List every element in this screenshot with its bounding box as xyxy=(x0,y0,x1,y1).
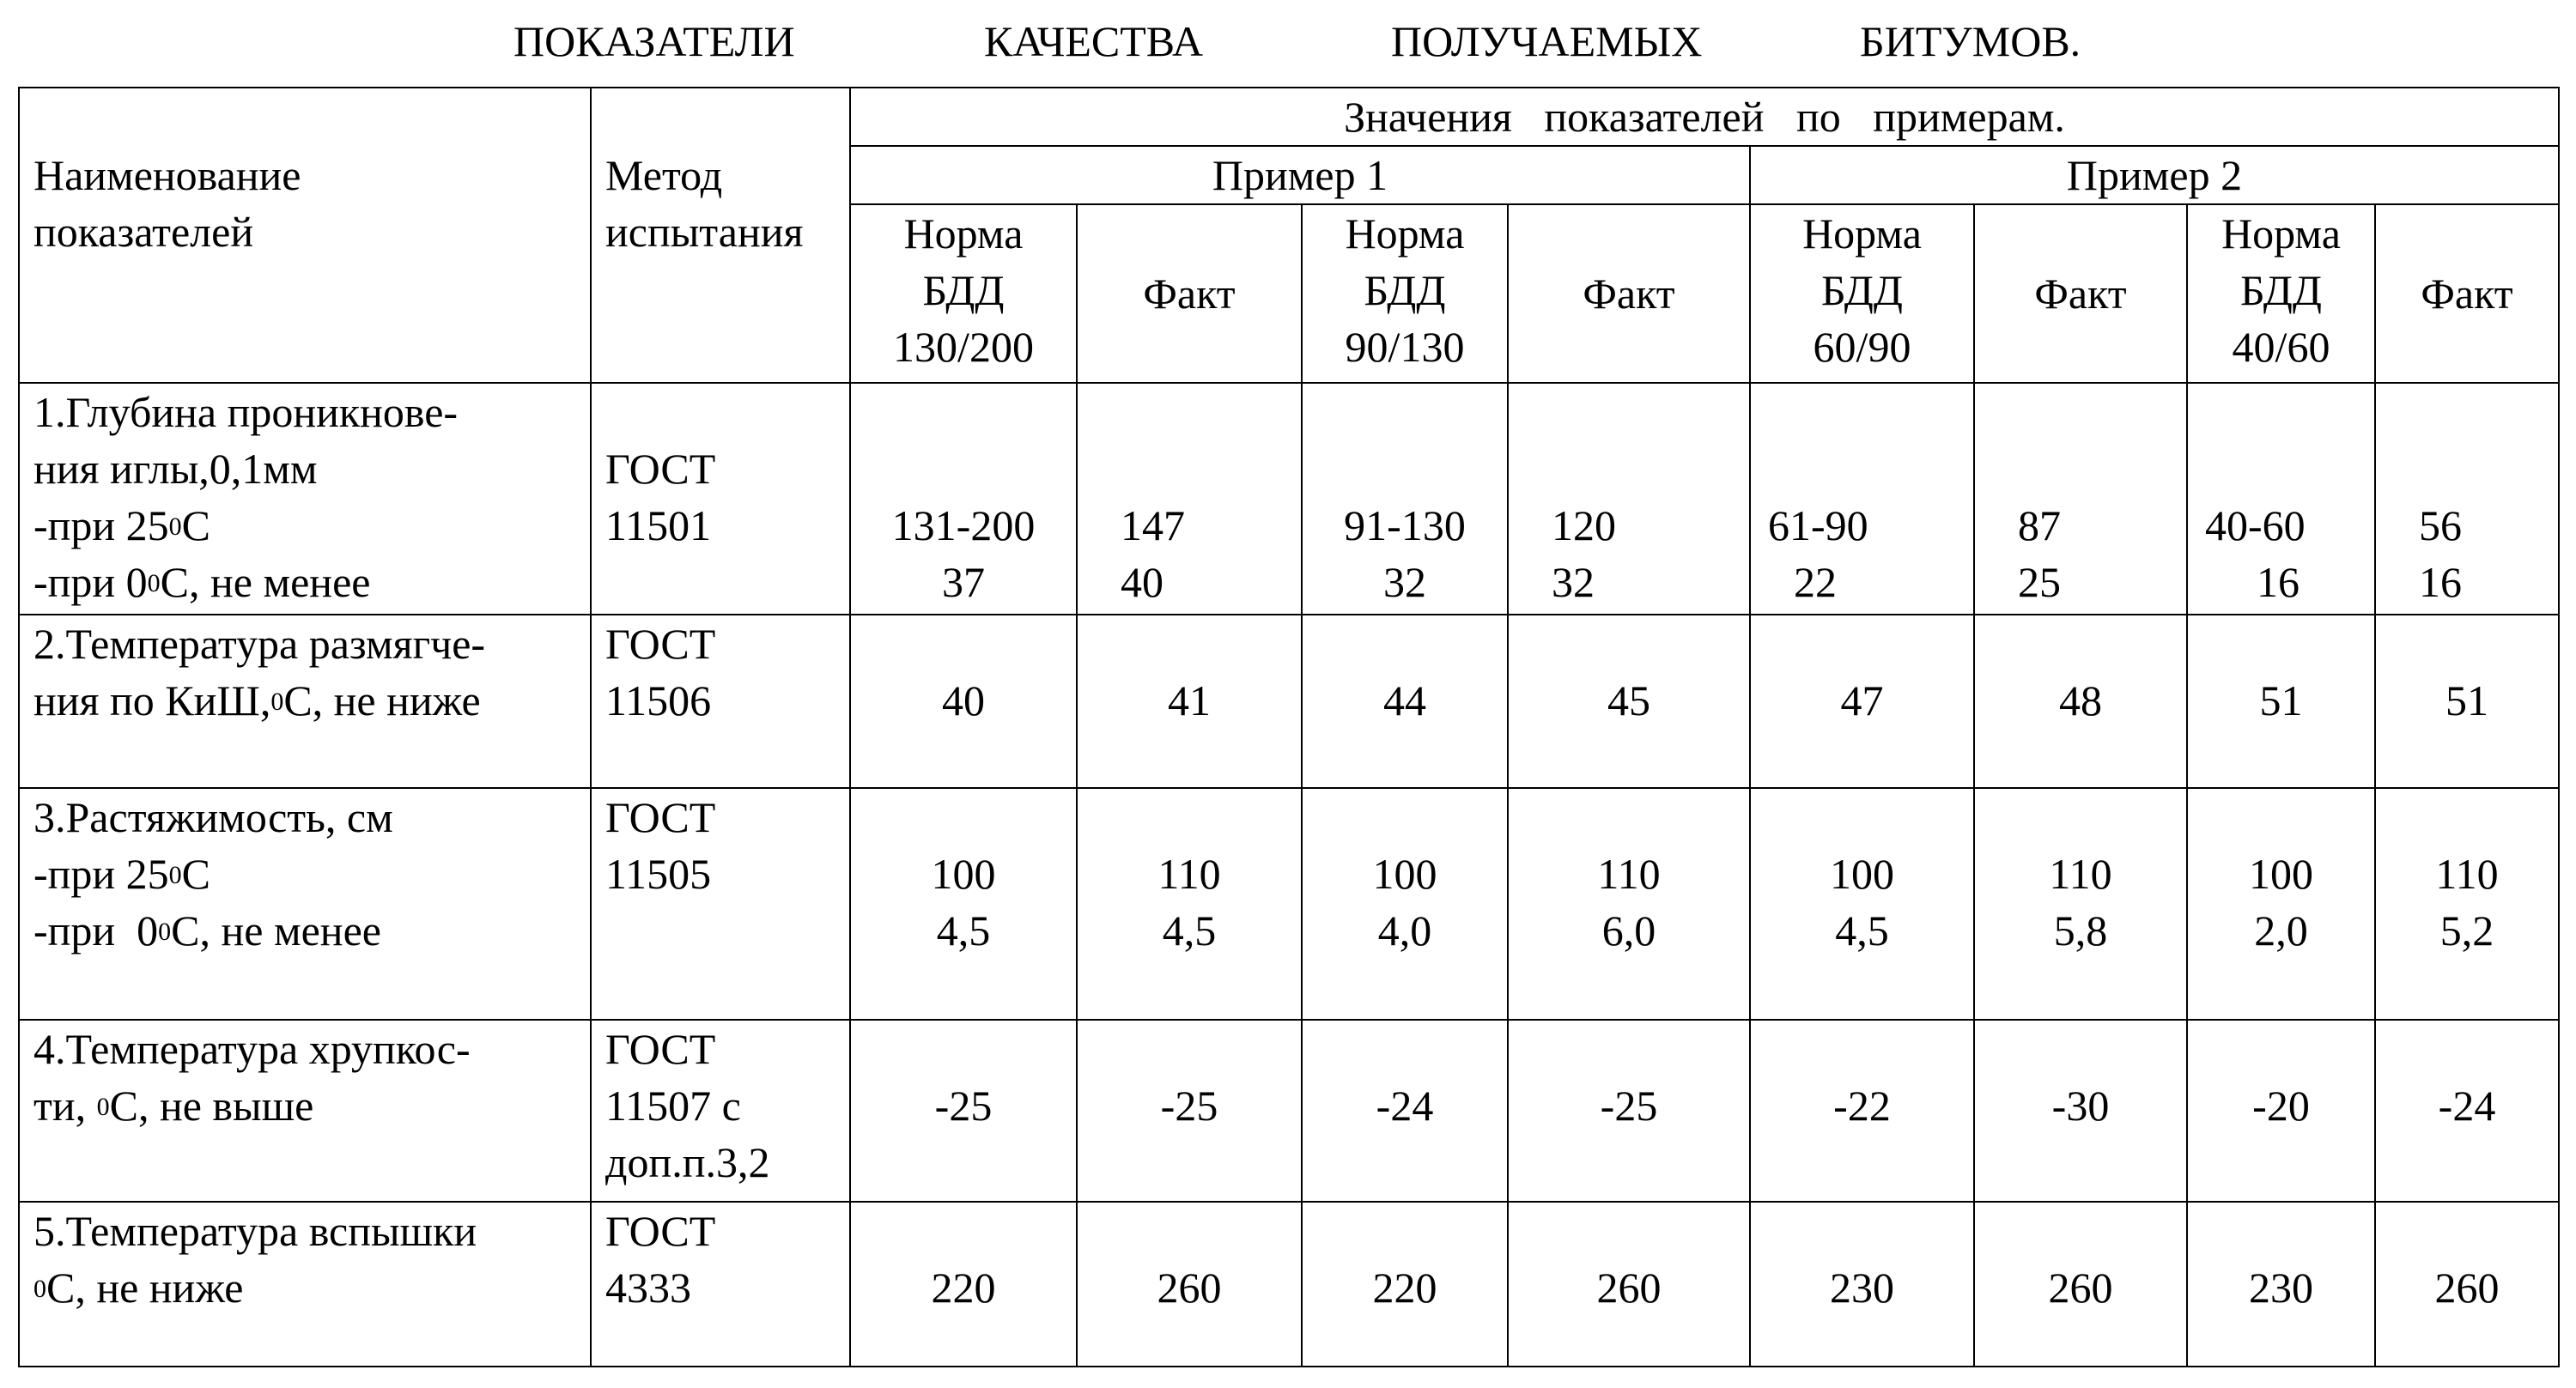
header-method-line: Метод xyxy=(605,151,723,199)
name-line: -при $0^0C$, не менее xyxy=(33,906,381,955)
row-name xyxy=(19,615,591,788)
norm-line: 90/130 xyxy=(1345,323,1465,371)
norm-line: 60/90 xyxy=(1813,323,1911,371)
value-cell: 100 4,5 xyxy=(850,788,1077,1020)
value-cell: 51 xyxy=(2375,615,2559,788)
table-row xyxy=(19,383,2559,615)
value-cell: 110 6,0 xyxy=(1508,788,1750,1020)
value-cell: 220 xyxy=(1302,1202,1508,1367)
value-cell: 41 xyxy=(1077,615,1302,788)
table-row xyxy=(19,788,2559,1020)
value-cell: 260 xyxy=(1974,1202,2187,1367)
name-line: $^0$C, не ниже xyxy=(33,1264,244,1312)
value-cell: -25 xyxy=(850,1020,1077,1202)
value-cell: 260 xyxy=(1508,1202,1750,1367)
value-cell: 220 xyxy=(850,1202,1077,1367)
method-line: доп.п.3,2 xyxy=(605,1138,770,1186)
method-line: ГОСТ xyxy=(605,793,716,841)
value-cell: 40-60 16 xyxy=(2187,383,2375,615)
document-title xyxy=(0,7,2576,76)
row-name xyxy=(19,383,591,615)
value-cell: 44 xyxy=(1302,615,1508,788)
row-name xyxy=(19,1202,591,1367)
method-line: 11505 xyxy=(605,850,712,898)
value-cell: 131-200 37 xyxy=(850,383,1077,615)
value-cell: 100 4,5 xyxy=(1750,788,1974,1020)
name-line: ти, $^0$C, не выше xyxy=(33,1082,314,1130)
value-cell: -20 xyxy=(2187,1020,2375,1202)
value-cell: 61-90 22 xyxy=(1750,383,1974,615)
value-cell: -22 xyxy=(1750,1020,1974,1202)
title-word: КАЧЕСТВА xyxy=(984,17,1204,65)
header-name-cell xyxy=(19,88,591,383)
header-method-cell xyxy=(591,88,850,383)
norm-line: Норма xyxy=(2221,209,2341,258)
norm-line: БДД xyxy=(922,266,1005,314)
value-cell: 91-130 32 xyxy=(1302,383,1508,615)
row-method xyxy=(591,788,850,1020)
row-method xyxy=(591,1202,850,1367)
row-method xyxy=(591,615,850,788)
method-line: ГОСТ xyxy=(605,1025,716,1073)
example2-header: Пример 2 xyxy=(1750,146,2559,204)
row-name xyxy=(19,788,591,1020)
value-cell: 230 xyxy=(1750,1202,1974,1367)
value-cell: 51 xyxy=(2187,615,2375,788)
value-cell: 48 xyxy=(1974,615,2187,788)
row-method xyxy=(591,383,850,615)
method-line: 11501 xyxy=(605,501,712,549)
title-word: ПОКАЗАТЕЛИ xyxy=(513,17,795,65)
value-cell: 45 xyxy=(1508,615,1750,788)
fact-header-4: Факт xyxy=(2375,204,2559,383)
header-method-line: испытания xyxy=(605,208,804,256)
name-line: -при $0^0C$, не менее xyxy=(33,558,371,606)
norm-line: БДД xyxy=(1820,266,1904,314)
value-cell: 100 4,0 xyxy=(1302,788,1508,1020)
value-cell: -24 xyxy=(1302,1020,1508,1202)
name-line: 2.Температура размягче- xyxy=(33,620,486,668)
value-cell: -25 xyxy=(1508,1020,1750,1202)
method-line: ГОСТ xyxy=(605,620,716,668)
value-cell: -25 xyxy=(1077,1020,1302,1202)
value-cell: 260 xyxy=(1077,1202,1302,1367)
norm-header-1 xyxy=(850,204,1077,383)
norm-line: Норма xyxy=(903,209,1024,258)
norm-line: 130/200 xyxy=(893,323,1034,371)
fact-header-2: Факт xyxy=(1508,204,1750,383)
value-cell: 147 40 xyxy=(1077,383,1302,615)
example1-header: Пример 1 xyxy=(850,146,1750,204)
method-line: 11507 с xyxy=(605,1082,741,1130)
norm-line: БДД xyxy=(2239,266,2323,314)
values-caption: Значения показателей по примерам. xyxy=(850,88,2559,146)
value-cell: 47 xyxy=(1750,615,1974,788)
norm-header-3 xyxy=(1750,204,1974,383)
value-cell: -30 xyxy=(1974,1020,2187,1202)
method-line: 4333 xyxy=(605,1264,691,1312)
header-name-line: Наименование xyxy=(33,151,301,199)
norm-line: 40/60 xyxy=(2232,323,2330,371)
value-cell: 100 2,0 xyxy=(2187,788,2375,1020)
value-cell: -24 xyxy=(2375,1020,2559,1202)
table-row xyxy=(19,1202,2559,1367)
name-line: ния иглы,0,1мм xyxy=(33,445,318,493)
table-row xyxy=(19,1020,2559,1202)
table-row xyxy=(19,615,2559,788)
norm-line: Норма xyxy=(1802,209,1922,258)
method-line: 11506 xyxy=(605,676,712,724)
norm-header-4 xyxy=(2187,204,2375,383)
value-cell: 40 xyxy=(850,615,1077,788)
quality-table xyxy=(18,87,2560,1367)
norm-line: Норма xyxy=(1345,209,1465,258)
name-line: 1.Глубина проникнове- xyxy=(33,388,459,436)
name-line: 3.Растяжимость, см xyxy=(33,793,393,841)
value-cell: 230 xyxy=(2187,1202,2375,1367)
value-cell: 56 16 xyxy=(2375,383,2559,615)
method-line: ГОСТ xyxy=(605,445,716,493)
value-cell: 110 4,5 xyxy=(1077,788,1302,1020)
name-line: 4.Температура хрупкос- xyxy=(33,1025,471,1073)
name-line: 5.Температура вспышки xyxy=(33,1207,477,1255)
title-word: БИТУМОВ. xyxy=(1860,17,2081,65)
fact-header-1: Факт xyxy=(1077,204,1302,383)
name-line: ния по КиШ,$^0$C, не ниже xyxy=(33,676,481,724)
value-cell: 110 5,2 xyxy=(2375,788,2559,1020)
norm-header-2 xyxy=(1302,204,1508,383)
value-cell: 87 25 xyxy=(1974,383,2187,615)
method-line: ГОСТ xyxy=(605,1207,716,1255)
name-line: -при $25^0C$ xyxy=(33,501,211,549)
row-name xyxy=(19,1020,591,1202)
value-cell: 260 xyxy=(2375,1202,2559,1367)
title-word: ПОЛУЧАЕМЫХ xyxy=(1391,17,1703,65)
value-cell: 120 32 xyxy=(1508,383,1750,615)
value-cell: 110 5,8 xyxy=(1974,788,2187,1020)
header-name-line: показателей xyxy=(33,208,254,256)
name-line: -при $25^0C$ xyxy=(33,850,211,898)
norm-line: БДД xyxy=(1364,266,1446,314)
row-method xyxy=(591,1020,850,1202)
fact-header-3: Факт xyxy=(1974,204,2187,383)
